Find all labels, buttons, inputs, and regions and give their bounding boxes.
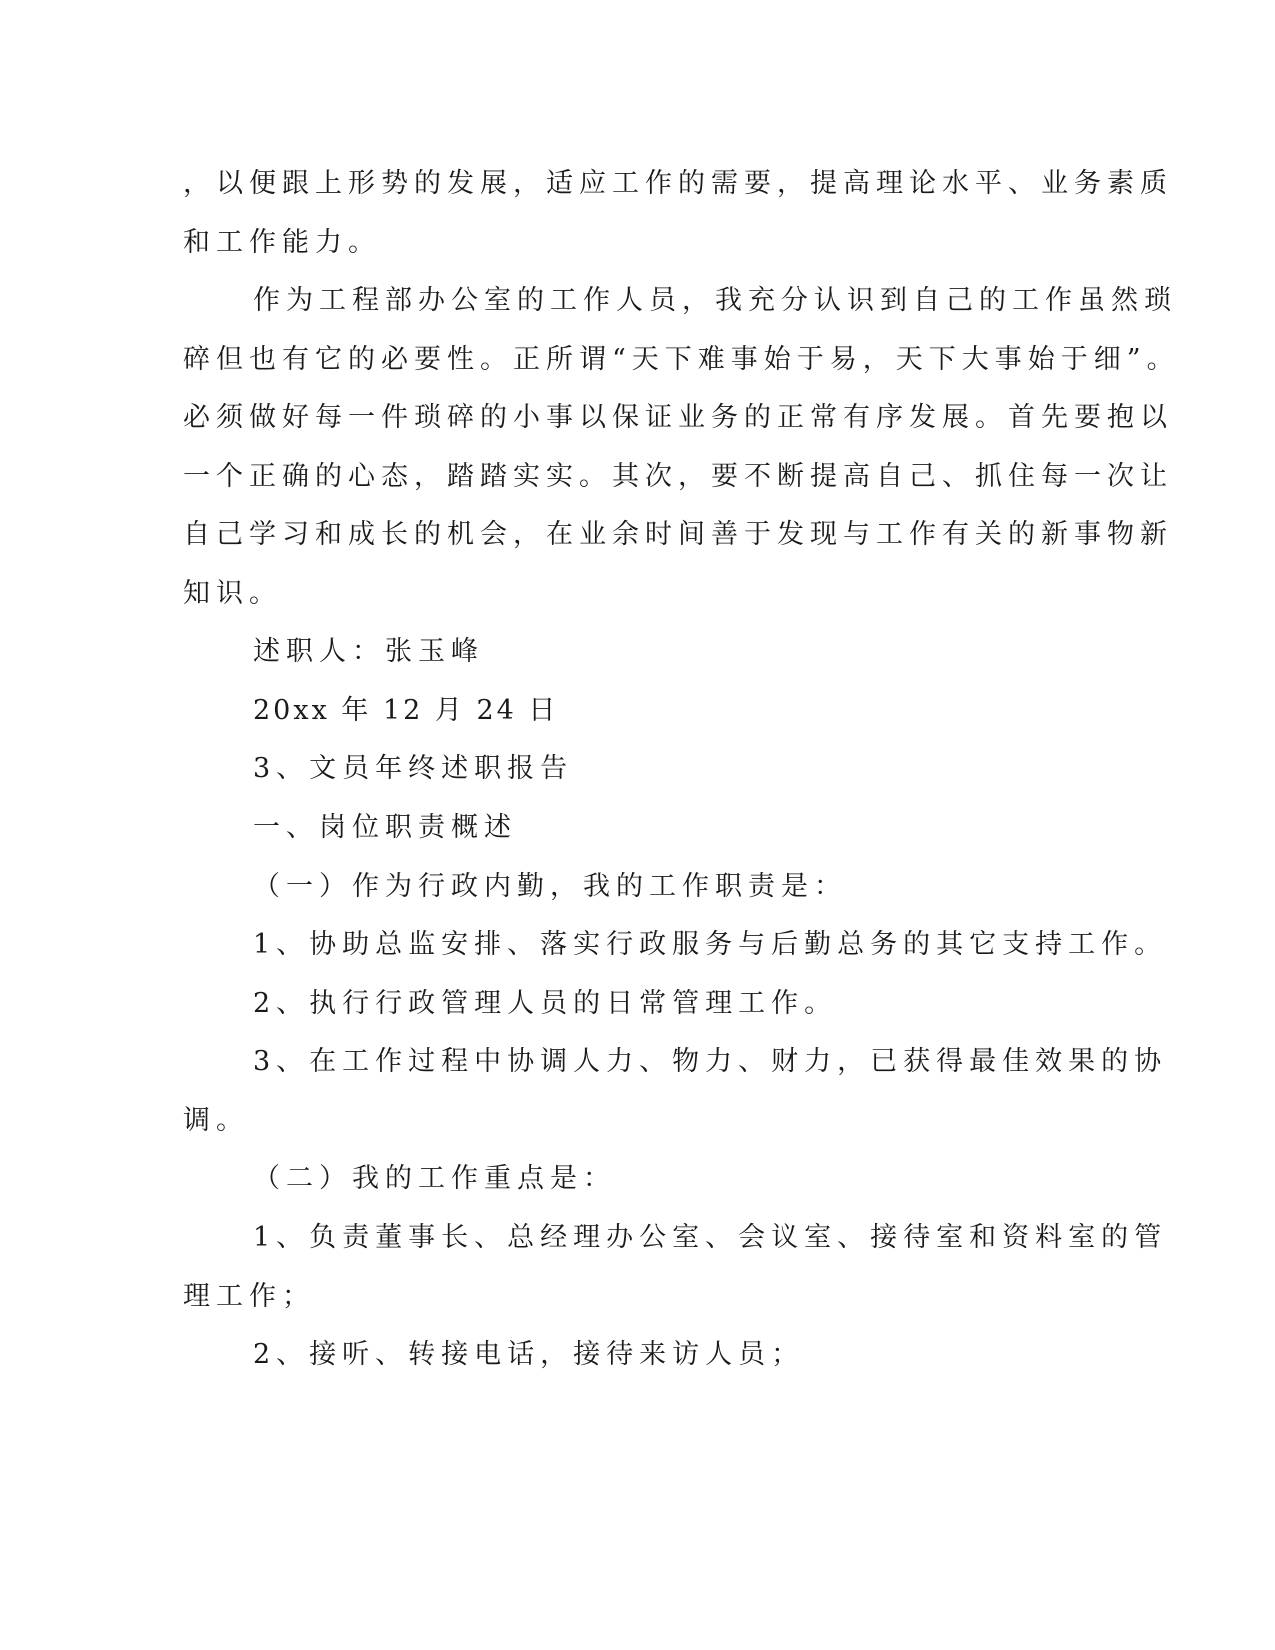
paragraph-line: 必须做好每一件琐碎的小事以保证业务的正常有序发展。首先要抱以 (183, 402, 1173, 433)
reporter-signature: 述职人：张玉峰 (253, 636, 484, 667)
list-item-continuation: 调。 (183, 1105, 249, 1136)
paragraph-line: 作为工程部办公室的工作人员，我充分认识到自己的工作虽然琐 (253, 285, 1177, 316)
list-item-continuation: 理工作； (183, 1281, 315, 1312)
paragraph-line: 一个正确的心态，踏踏实实。其次，要不断提高自己、抓住每一次让 (183, 461, 1173, 492)
list-item: 3、在工作过程中协调人力、物力、财力，已获得最佳效果的协 (253, 1046, 1168, 1077)
subsection-heading: 一、岗位职责概述 (253, 812, 517, 843)
section-heading: 3、文员年终述职报告 (253, 753, 574, 784)
list-item: 2、接听、转接电话，接待来访人员； (253, 1339, 805, 1370)
paragraph-line: 自己学习和成长的机会，在业余时间善于发现与工作有关的新事物新 (183, 519, 1173, 550)
list-item: 2、执行行政管理人员的日常管理工作。 (253, 988, 838, 1019)
paragraph-line: 碎但也有它的必要性。正所谓“天下难事始于易，天下大事始于细”。 (183, 344, 1180, 375)
paragraph-line: ，以便跟上形势的发展，适应工作的需要，提高理论水平、业务素质 (183, 168, 1173, 199)
subsection-heading: （一）作为行政内勤，我的工作职责是： (253, 871, 847, 902)
list-item: 1、协助总监安排、落实行政服务与后勤总务的其它支持工作。 (253, 929, 1168, 960)
list-item: 1、负责董事长、总经理办公室、会议室、接待室和资料室的管 (253, 1222, 1168, 1253)
paragraph-line: 和工作能力。 (183, 227, 381, 258)
subsection-heading: （二）我的工作重点是： (253, 1163, 616, 1194)
paragraph-line: 知识。 (183, 578, 282, 609)
report-date: 20xx 年 12 月 24 日 (253, 695, 559, 726)
